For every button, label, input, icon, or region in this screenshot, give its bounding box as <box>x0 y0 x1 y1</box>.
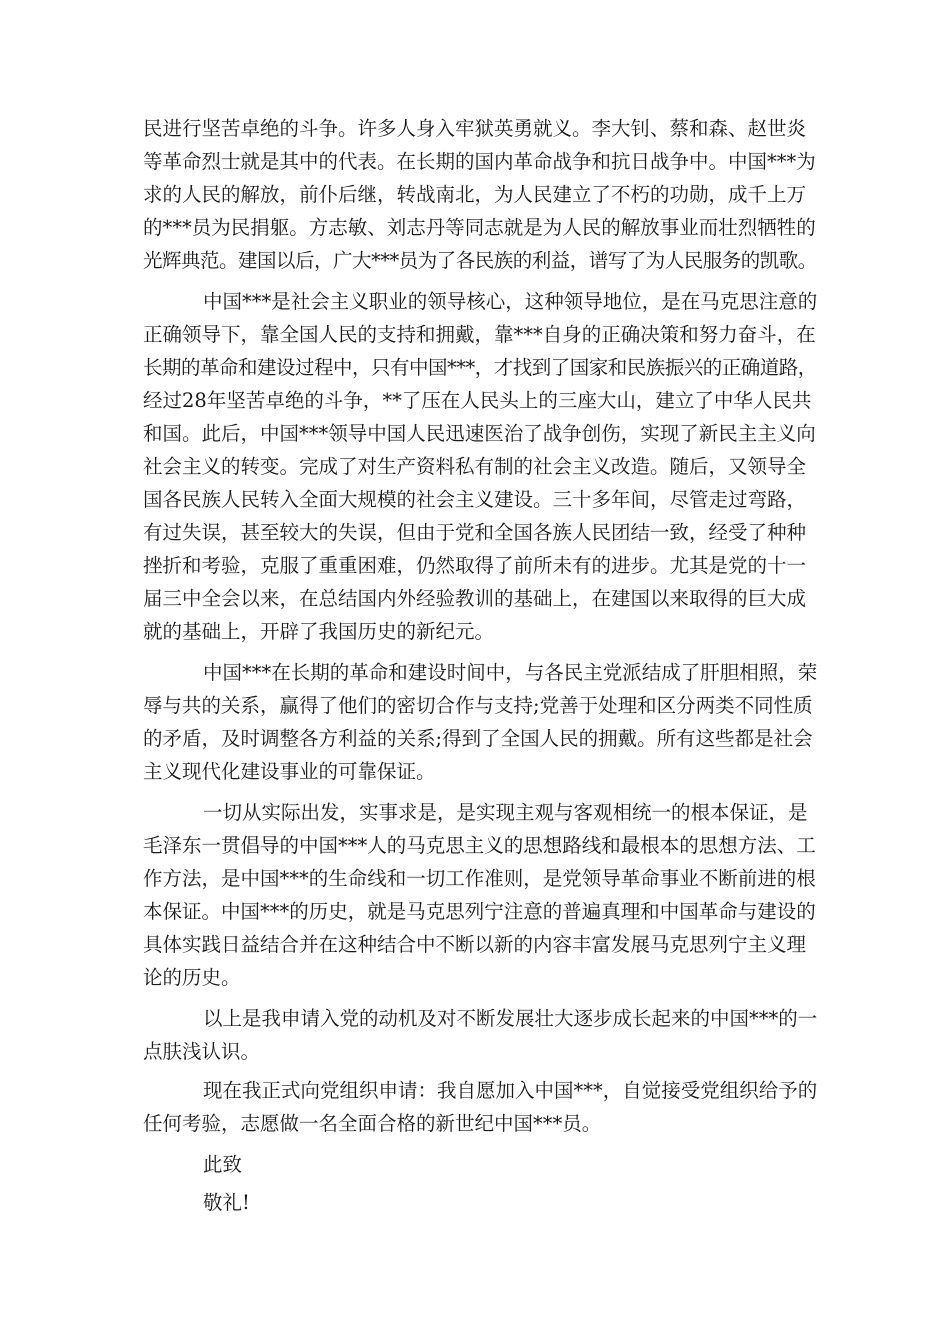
text-line: 届三中全会以来，在总结国内外经验教训的基础上，在建国以来取得的巨大成 <box>143 587 807 610</box>
text-line: 的矛盾，及时调整各方利益的关系;得到了全国人民的拥戴。所有这些都是社会 <box>143 727 813 750</box>
text-line: 辱与共的关系，赢得了他们的密切合作与支持;党善于处理和区分两类不同性质 <box>143 694 813 717</box>
text-line: 一切从实际出发，实事求是，是实现主观与客观相统一的根本保证，是 <box>203 801 808 824</box>
text-line: 本保证。中国***的历史，就是马克思列宁注意的普遍真理和中国革命与建设的 <box>143 900 816 923</box>
text-line: 长期的革命和建设过程中，只有中国***，才找到了国家和民族振兴的正确道路， <box>143 356 817 379</box>
text-line: 以上是我申请入党的动机及对不断发展壮大逐步成长起来的中国***的一 <box>203 1007 818 1030</box>
text-line: 任何考验，志愿做一名全面合格的新世纪中国***员。 <box>143 1112 602 1135</box>
text-line: 的***员为民捐躯。方志敏、刘志丹等同志就是为人民的解放事业而壮烈牺牲的 <box>143 216 816 239</box>
text-line: 正确领导下，靠全国人民的支持和拥戴，靠***自身的正确决策和努力奋斗，在 <box>143 323 816 346</box>
text-line: 有过失误，甚至较大的失误，但由于党和全国各族人民团结一致，经受了种种 <box>143 521 807 544</box>
text-line: 光辉典范。建国以后，广大***员为了各民族的利益，谱写了为人民服务的凯歌。 <box>143 249 817 272</box>
text-line: 挫折和考验，克服了重重困难，仍然取得了前所未有的进步。尤其是党的十一 <box>143 554 807 577</box>
text-line: 作方法，是中国***的生命线和一切工作准则，是党领导革命事业不断前进的根 <box>143 867 816 890</box>
text-line: 具体实践日益结合并在这种结合中不断以新的内容丰富发展马克思列宁主义理 <box>143 933 807 956</box>
text-line: 求的人民的解放，前仆后继，转战南北，为人民建立了不朽的功勋，成千上万 <box>143 183 807 206</box>
text-line: 经过28年坚苦卓绝的斗争，**了压在人民头上的三座大山，建立了中华人民共 <box>143 389 812 412</box>
text-line: 中国***在长期的革命和建设时间中，与各民主党派结成了肝胆相照，荣 <box>203 661 818 684</box>
text-line: 民进行坚苦卓绝的斗争。许多人身入牢狱英勇就义。李大钊、蔡和森、赵世炎 <box>143 117 807 140</box>
text-line: 国各民族人民转入全面大规模的社会主义建设。三十多年间，尽管走过弯路， <box>143 488 807 511</box>
text-line: 现在我正式向党组织申请：我自愿加入中国***，自觉接受党组织给予的 <box>203 1079 818 1102</box>
text-line: 点肤浅认识。 <box>143 1040 261 1063</box>
text-line: 论的历史。 <box>143 966 241 989</box>
text-line: 主义现代化建设事业的可靠保证。 <box>143 760 436 783</box>
salute-line: 敬礼! <box>203 1191 250 1214</box>
text-line: 就的基础上，开辟了我国历史的新纪元。 <box>143 620 495 643</box>
text-line: 毛泽东一贯倡导的中国***人的马克思主义的思想路线和最根本的思想方法、工 <box>143 834 816 857</box>
text-line: 和国。此后，中国***领导中国人民迅速医治了战争创伤，实现了新民主主义向 <box>143 422 816 445</box>
closing-line: 此致 <box>203 1153 243 1176</box>
text-line: 等革命烈士就是其中的代表。在长期的国内革命战争和抗日战争中。中国***为 <box>143 150 816 173</box>
text-line: 中国***是社会主义职业的领导核心，这种领导地位，是在马克思注意的 <box>203 290 818 313</box>
text-line: 社会主义的转变。完成了对生产资料私有制的社会主义改造。随后，又领导全 <box>143 455 807 478</box>
